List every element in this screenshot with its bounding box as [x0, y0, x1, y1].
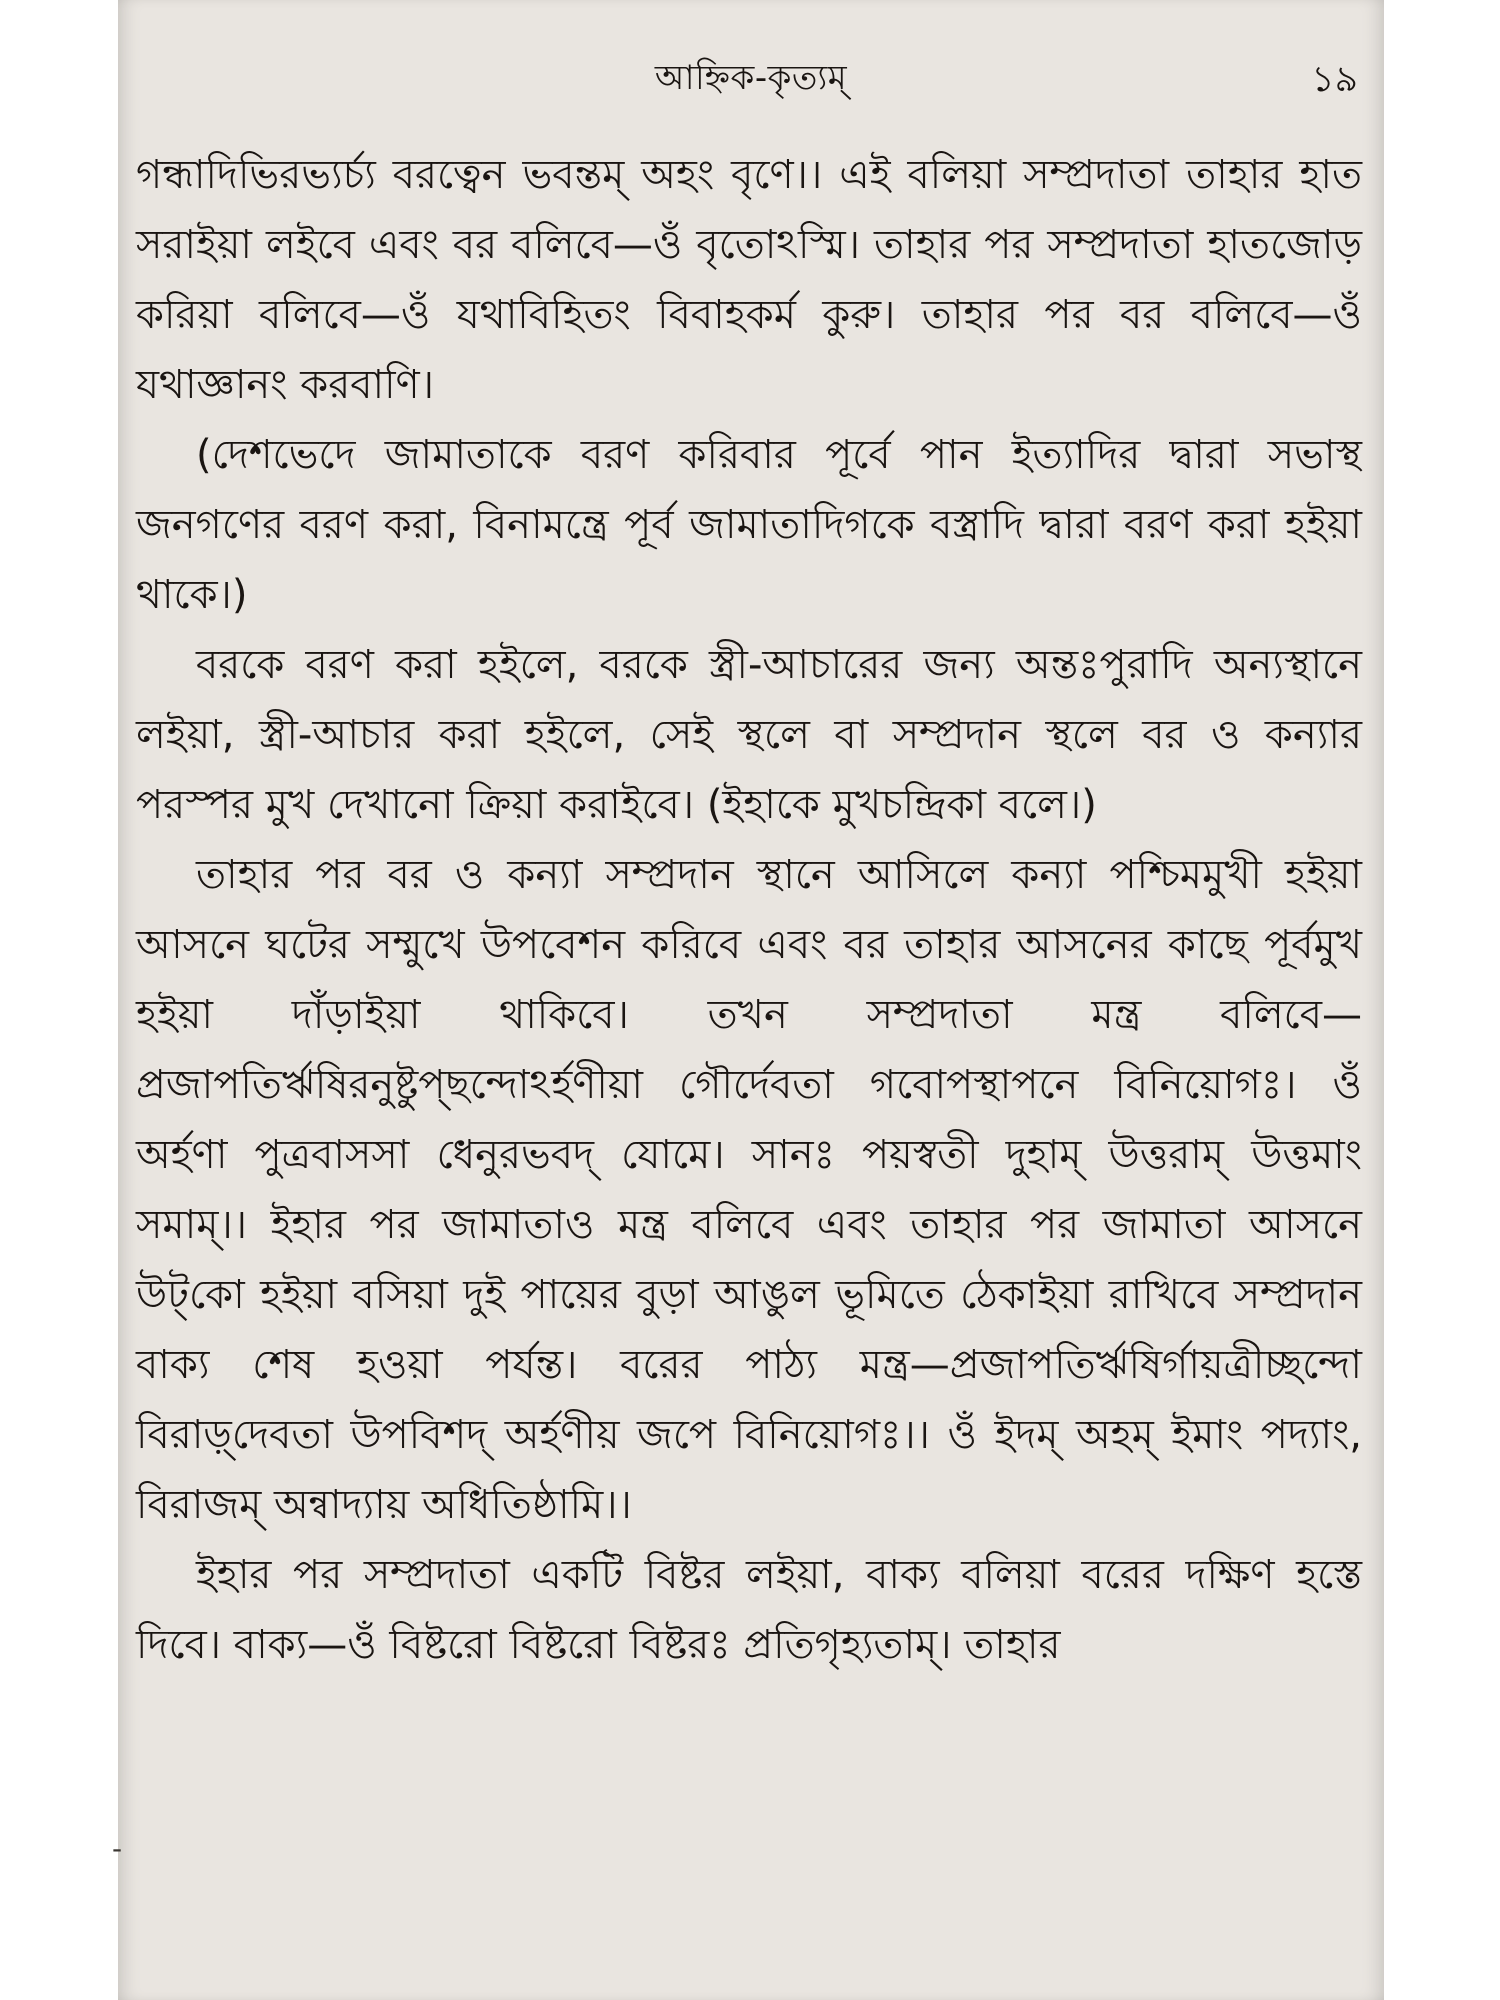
paragraph-parenthetical-note: (দেশভেদে জামাতাকে বরণ করিবার পূর্বে পান ইত্যাদির দ্বারা সভাস্থ জনগণের বরণ করা, বিনামন্ত্রে পূর্ব জামাতাদিগকে বস্ত্রাদি দ্বারা বরণ করা হইয়া থাকে।)	[136, 432, 1362, 618]
paragraph-vishtar: ইহার পর সম্প্রদাতা একটি বিষ্টর লইয়া, বাক্য বলিয়া বরের দক্ষিণ হস্তে দিবে। বাক্য—ওঁ বিষ্টরো বিষ্টরো বিষ্টরঃ প্রতিগৃহ্যতাম্। তাহার	[136, 1552, 1362, 1668]
running-head: আহ্নিক-কৃত্যম্	[654, 58, 848, 98]
paragraph-continuation: গন্ধাদিভিরভ্যর্চ্য বরত্বেন ভবন্তম্ অহং বৃণে।। এই বলিয়া সম্প্রদাতা তাহার হাত সরাইয়া লইবে এবং বর বলিবে—ওঁ বৃতোঽস্মি। তাহার পর সম্প্রদাতা হাতজোড় করিয়া বলিবে—ওঁ যথাবিহিতং বিবাহকর্ম কুরু। তাহার পর বর বলিবে—ওঁ যথাজ্ঞানং করবাণি।	[136, 152, 1362, 408]
paragraph-mukhachandrika: বরকে বরণ করা হইলে, বরকে স্ত্রী-আচারের জন্য অন্তঃপুরাদি অন্যস্থানে লইয়া, স্ত্রী-আচার করা হইলে, সেই স্থলে বা সম্প্রদান স্থলে বর ও কন্যার পরস্পর মুখ দেখানো ক্রিয়া করাইবে। (ইহাকে মুখচন্দ্রিকা বলে।)	[136, 642, 1362, 828]
margin-mark: -	[112, 1832, 123, 1865]
paragraph-sampradan: তাহার পর বর ও কন্যা সম্প্রদান স্থানে আসিলে কন্যা পশ্চিমমুখী হইয়া আসনে ঘটের সম্মুখে উপবেশন করিবে এবং বর তাহার আসনের কাছে পূর্বমুখ হইয়া দাঁড়াইয়া থাকিবে। তখন সম্প্রদাতা মন্ত্র বলিবে—প্রজাপতির্ঋষিরনুষ্টুপ্‌ছন্দোঽর্হণীয়া গৌর্দেবতা গবোপস্থাপনে বিনিয়োগঃ। ওঁ অর্হণা পুত্রবাসসা ধেনুরভবদ্ যোমে। সানঃ পয়স্বতী দুহাম্ উত্তরাম্ উত্তমাং সমাম্।। ইহার পর জামাতাও মন্ত্র বলিবে এবং তাহার পর জামাতা আসনে উট্‌কো হইয়া বসিয়া দুই পায়ের বুড়া আঙুল ভূমিতে ঠেকাইয়া রাখিবে সম্প্রদান বাক্য শেষ হওয়া পর্যন্ত। বরের পাঠ্য মন্ত্র—প্রজাপতির্ঋষির্গায়ত্রীচ্ছন্দো বিরাড়্‌দেবতা উপবিশদ্ অর্হণীয় জপে বিনিয়োগঃ।। ওঁ ইদম্ অহম্ ইমাং পদ্যাং, বিরাজম্ অন্বাদ্যায় অধিতিষ্ঠামি।।	[136, 852, 1362, 1528]
body-text	[136, 140, 1362, 1680]
book-page	[118, 0, 1384, 2000]
page-header	[118, 40, 1384, 110]
page-number: ১৯	[1311, 59, 1358, 100]
